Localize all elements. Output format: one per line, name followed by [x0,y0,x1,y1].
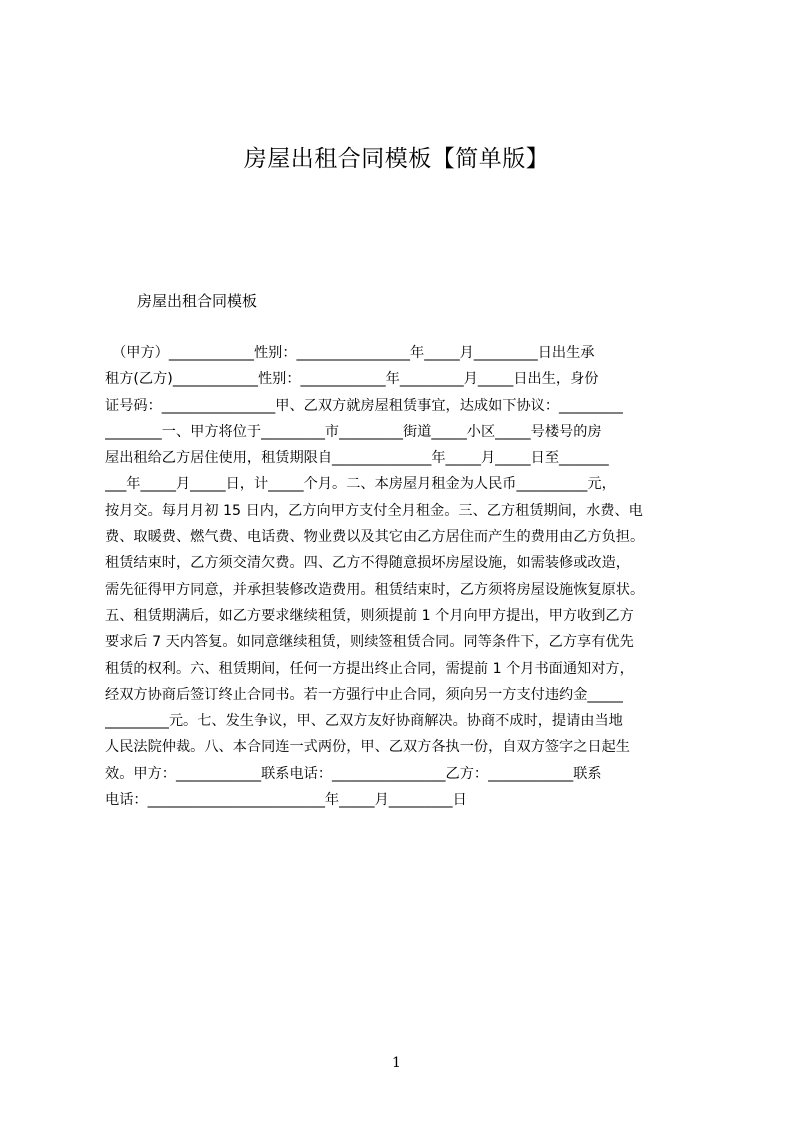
body-line: 证号码：________________甲、乙双方就房屋租赁事宜，达成如下协议：_________ [105,397,623,414]
body-line: 电话：_________________________年_____月_________日 [105,792,467,809]
body-line: 租赁的权利。六、租赁期间，任何一方提出终止合同，需提前 1 个月书面通知对方， [105,660,634,677]
section-subtitle: 房屋出租合同模板 [137,292,258,310]
body-line: ___年_____月_____日，计_____个月。二、本房屋月租金为人民币__________元， [105,476,616,493]
body-line: 五、租赁期满后，如乙方要求继续租赁，则须提前 1 个月向甲方提出，甲方收到乙方 [105,607,634,624]
body-line: 人民法院仲裁。八、本合同连一式两份，甲、乙双方各执一份，自双方签字之日起生 [105,739,630,756]
page-number: 1 [392,1055,401,1071]
body-line: 租方(乙方)____________性别：____________年_________月_____日出生，身份 [105,371,599,388]
contract-body [105,340,698,820]
page-title: 房屋出租合同模板【简单版】 [243,146,550,172]
body-line: ________一、甲方将位于_________市_________街道_____小区_____号楼号的房 [105,423,602,440]
body-line: _________元。七、发生争议，甲、乙双方友好协商解决。协商不成时，提请由当地 [105,713,623,730]
body-line: 需先征得甲方同意，并承担装修改造费用。租赁结束时，乙方须将房屋设施恢复原状。 [105,581,645,598]
body-line: 要求后 7 天内答复。如同意继续租赁，则续签租赁合同。同等条件下，乙方享有优先 [105,634,634,651]
body-line: 租赁结束时，乙方须交清欠费。四、乙方不得随意损坏房屋设施，如需装修或改造， [105,555,630,572]
body-line: （甲方）____________性别：________________年_____月_________日出生承 [105,345,595,361]
body-line: 经双方协商后签订终止合同书。若一方强行中止合同，须向另一方支付违约金_____ [105,686,623,703]
body-line: 费、取暖费、燃气费、电话费、物业费以及其它由乙方居住而产生的费用由乙方负担。 [105,529,645,546]
body-line: 效。甲方：____________联系电话：________________乙方：____________联系 [105,765,602,782]
body-line: 按月交。每月月初 15 日内，乙方向甲方支付全月租金。三、乙方租赁期间，水费、电 [105,502,643,519]
body-line: 屋出租给乙方居住使用，租赁期限自______________年_____月_____日至_______ [105,450,609,467]
